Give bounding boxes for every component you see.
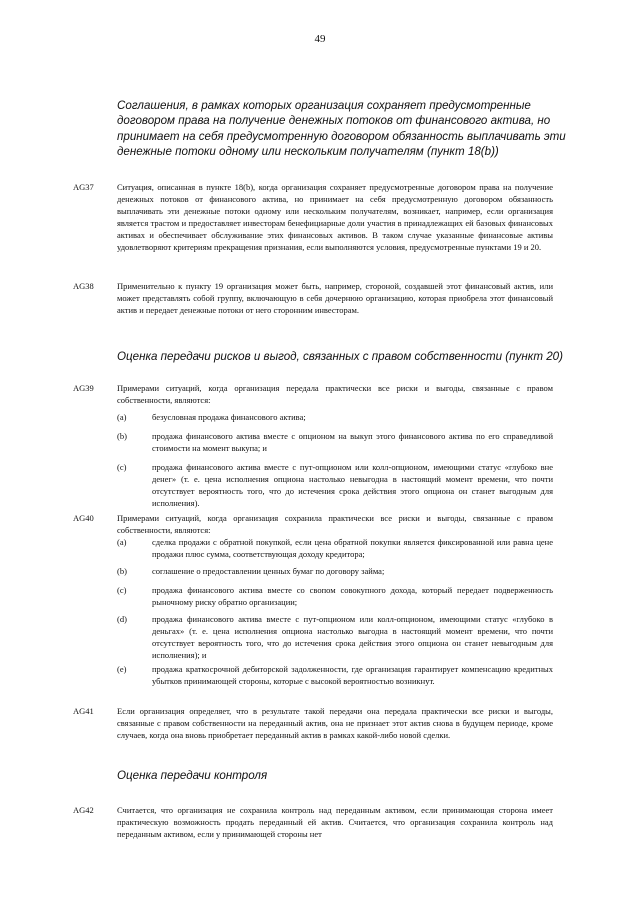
list-item: продажа финансового актива вместе со свопом совокупного дохода, который передает подверженность рыночному риску обратно организации; <box>152 585 553 607</box>
paragraph-code-ag40: AG40 <box>73 513 94 523</box>
list-item-label: (e) <box>117 664 127 674</box>
list-item: продажа краткосрочной дебиторской задолженности, где организация гарантирует компенсацию кредитных убытков принимающей стороны, которые с высокой вероятностью возникнут. <box>152 664 553 686</box>
paragraph-code-ag39: AG39 <box>73 383 94 393</box>
section-heading-risks-rewards: Оценка передачи рисков и выгод, связанных с правом собственности (пункт 20) <box>117 350 563 363</box>
list-item: продажа финансового актива вместе с опционом на выкуп этого финансового актива по его справедливой стоимости на момент выкупа; и <box>152 431 553 453</box>
list-item-label: (a) <box>117 412 127 422</box>
paragraph-ag42: Считается, что организация не сохранила контроль над переданным активом, если принимающая сторона имеет практическую возможность продать переданный ей актив. Считается, что организация сохранила контроль над переданным активом, если у принимающей стороны нет <box>117 805 553 839</box>
paragraph-ag38: Применительно к пункту 19 организация может быть, например, стороной, создавшей этот финансовый актив, или может представлять собой группу, включающую в себя дочернюю организацию, которая приобрела этот финансовый актив и передает денежные потоки от него сторонним инвесторам. <box>117 281 553 315</box>
paragraph-code-ag42: AG42 <box>73 805 94 815</box>
list-item: безусловная продажа финансового актива; <box>152 412 306 422</box>
paragraph-code-ag41: AG41 <box>73 706 94 716</box>
paragraph-code-ag38: AG38 <box>73 281 94 291</box>
paragraph-ag41: Если организация определяет, что в результате такой передачи она передала практически все риски и выгоды, связанные с правом собственности на переданный актив, она не признает этот актив снова в будущем периоде, кроме случаев, когда она вновь приобретает переданный актив в рамках какой-либо новой сделки. <box>117 706 553 740</box>
list-item: соглашение о предоставлении ценных бумаг по договору займа; <box>152 566 385 576</box>
list-item-label: (a) <box>117 537 127 547</box>
list-item-label: (b) <box>117 431 127 441</box>
paragraph-ag39-intro: Примерами ситуаций, когда организация передала практически все риски и выгоды, связанные с правом собственности, являются: <box>117 383 553 405</box>
page-number: 49 <box>314 33 326 45</box>
paragraph-ag37: Ситуация, описанная в пункте 18(b), когда организация сохраняет предусмотренные договором права на получение денежных потоков от финансового актива, но принимает на себя предусмотренную договором обязанность выплачивать эти денежные потоки одному или нескольким получателям, возникает, например, если организация является трастом и предоставляет инвесторам бенефициарные доли участия в принадлежащих ей базовых финансовых активах и обеспечивает обслуживание этих финансовых активов. В таком случае указанные финансовые активы удовлетворяют критериям прекращения признания, если выполняются условия, предусмотренные пунктами 19 и 20. <box>117 182 553 252</box>
list-item-label: (c) <box>117 462 127 472</box>
paragraph-code-ag37: AG37 <box>73 182 94 192</box>
list-item: продажа финансового актива вместе с пут-опционом или колл-опционом, имеющими статус «глубоко в деньгах» (т. е. цена исполнения опциона настолько выгодна в настоящий момент времени, что почти отсутствует вероятность того, что до истечения срока действия этого опциона он станет невыгодным для исполнения); и <box>152 614 553 660</box>
list-item: продажа финансового актива вместе с пут-опционом или колл-опционом, имеющими статус «глубоко вне денег» (т. е. цена исполнения опциона настолько невыгодна в настоящий момент времени, что почти отсутствует вероятность того, что до истечения срока действия этого опциона он станет выгодным для исполнения). <box>152 462 553 508</box>
list-item-label: (d) <box>117 614 127 624</box>
list-item-label: (b) <box>117 566 127 576</box>
section-heading-agreements: Соглашения, в рамках которых организация сохраняет предусмотренные договором права на получение денежных потоков от финансового актива, но принимает на себя предусмотренную договором обязанность выплачивать эти денежные потоки одному или нескольким получателям (пункт 18(b)) <box>117 99 566 158</box>
list-item-label: (c) <box>117 585 127 595</box>
list-item: сделка продажи с обратной покупкой, если цена обратной покупки является фиксированной или равна цене продажи плюс сумма, соответствующая доходу кредитора; <box>152 537 553 559</box>
section-heading-control: Оценка передачи контроля <box>117 769 268 782</box>
paragraph-ag40-intro: Примерами ситуаций, когда организация сохранила практически все риски и выгоды, связанные с правом собственности, являются: <box>117 513 553 535</box>
